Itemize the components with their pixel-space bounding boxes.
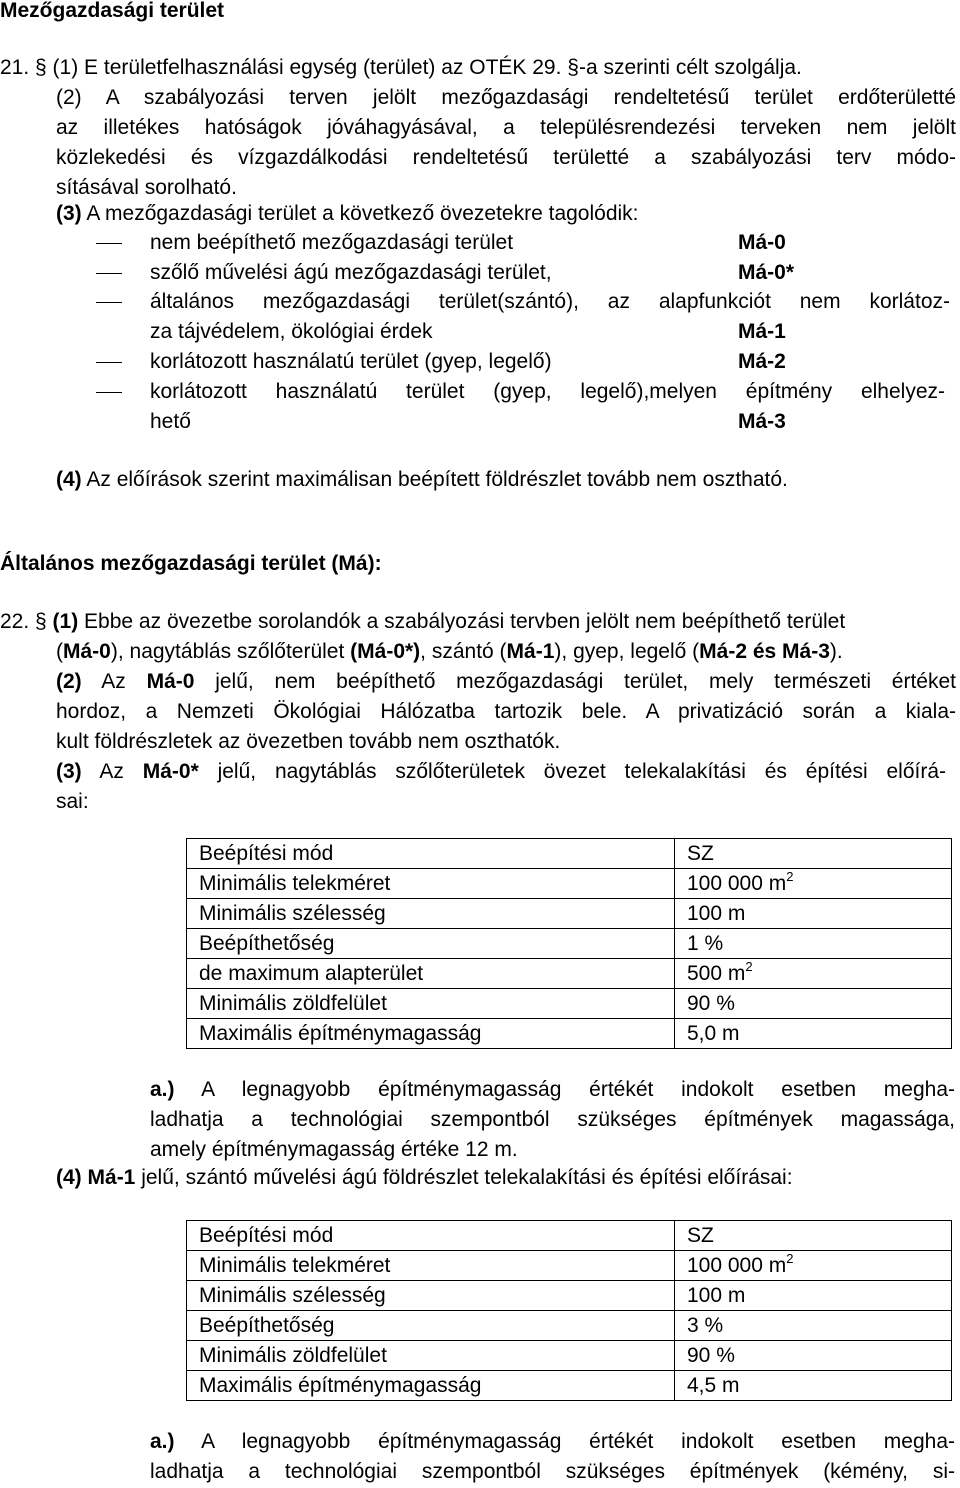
dash-bullet [96,243,122,244]
zone-code: Má-2 [738,350,786,373]
paragraph-number: (3) [56,202,82,225]
zone-code: Má-1 [506,640,555,663]
note-1-line-1 [150,1075,955,1105]
table-cell-key: Minimális szélesség [187,899,675,929]
table-row [187,1341,952,1371]
paragraph-number: (3) [56,760,82,783]
text-run: , szántó ( [420,640,507,663]
table-cell-value [675,1251,952,1281]
table-cell-value [675,869,952,899]
paragraph-text: Ebbe az övezetbe sorolandók a szabályozási tervben jelölt nem beépíthető terület [78,610,846,633]
table-cell-key: Minimális zöldfelület [187,1341,675,1371]
table-row [187,1371,952,1401]
table-row [187,869,952,899]
note-1-line-3: amely építménymagasság értéke 12 m. [150,1138,518,1161]
table-row [187,1019,952,1049]
table-row [187,1221,952,1251]
paragraph-number: (4) [56,468,82,491]
table-cell-value: 5,0 m [675,1019,952,1049]
zone-code: Má-0 [738,231,786,254]
table-cell-key: Beépíthetőség [187,1311,675,1341]
table-row [187,839,952,869]
paragraph-number: (1) [46,610,79,633]
table-row [187,1281,952,1311]
text-run: Az [81,760,143,783]
paragraph-21-2-line-4: sításával sorolható. [56,176,237,199]
note-text: A legnagyobb építménymagasság értékét indokolt esetben megha- [174,1430,955,1453]
section-heading: Mezőgazdasági terület [0,0,225,22]
paragraph-21-2-line-1: (2) A szabályozási terven jelölt mezőgazdasági rendeltetésű terület erdőterületté [56,86,956,109]
table-cell-key: Maximális építménymagasság [187,1019,675,1049]
table-cell-value: SZ [675,839,952,869]
dash-bullet [96,392,122,393]
spec-table-ma-1 [186,1220,952,1401]
zone-code: (Má-0*) [350,640,421,663]
superscript: 2 [786,868,794,884]
note-label: a.) [150,1430,175,1453]
paragraph-22-3-line-1 [56,757,946,787]
value-text: 500 m [687,961,746,985]
text-run: ), nagytáblás szőlőterület [110,640,351,663]
paragraph-22-2-line-1 [56,667,956,697]
zone-description: általános mezőgazdasági terület(szántó), az alapfunkciót nem korlátoz- [150,290,950,313]
table-cell-value: 100 m [675,1281,952,1311]
paragraph-21-2-line-3: közlekedési és vízgazdálkodási rendeltetésű területté a szabályozási terv módo- [56,146,956,169]
zone-code: Má-0 [146,670,195,693]
note-2-line-2: ladhatja a technológiai szempontból szükséges építmények (kémény, si- [150,1460,955,1483]
note-1-line-2: ladhatja a technológiai szempontból szükséges építmények magassága, [150,1108,955,1131]
table-cell-key: Beépítési mód [187,1221,675,1251]
zone-code: Má-2 és Má-3 [699,640,830,663]
paragraph-number: (2) [56,670,82,693]
zone-code: Má-1 [738,320,786,343]
paragraph-22-3-line-2: sai: [56,790,89,813]
text-run: jelű, szántó művelési ágú földrészlet telekalakítási és építési előírásai: [135,1166,793,1189]
text-run: jelű, nem beépíthető mezőgazdasági terület, mely természeti értéket [194,670,956,693]
table-cell-key: Beépíthetőség [187,929,675,959]
paragraph-number: (4) [56,1166,82,1189]
table-cell-value: 4,5 m [675,1371,952,1401]
paragraph-22-1-line-2 [56,637,843,667]
text-run: ), gyep, legelő ( [554,640,700,663]
text-run: Az [81,670,147,693]
table-cell-key: Minimális szélesség [187,1281,675,1311]
table-cell-key: Minimális zöldfelület [187,989,675,1019]
zone-description-cont: za tájvédelem, ökológiai érdek [150,320,433,343]
table-row [187,959,952,989]
zone-code: Má-3 [738,410,786,433]
zone-code: Má-1 [87,1166,136,1189]
superscript: 2 [786,1250,794,1266]
section-number: 22. § [0,610,47,633]
table-cell-key: Maximális építménymagasság [187,1371,675,1401]
paragraph-text: A mezőgazdasági terület a következő övezetekre tagolódik: [81,202,639,225]
paragraph-22-1-line-1 [0,607,845,637]
zone-description: nem beépíthető mezőgazdasági terület [150,231,514,254]
zone-description-cont: hető [150,410,191,433]
text-run: jelű, nagytáblás szőlőterületek övezet telekalakítási és építési előírá- [198,760,946,783]
paragraph-text: Az előírások szerint maximálisan beépített földrészlet tovább nem osztható. [81,468,788,491]
text-run: ). [829,640,843,663]
zone-code: Má-0* [142,760,199,783]
table-cell-value: 3 % [675,1311,952,1341]
dash-bullet [96,362,122,363]
table-cell-value: 90 % [675,989,952,1019]
table-cell-value: 100 m [675,899,952,929]
zone-description: szőlő művelési ágú mezőgazdasági terület, [150,261,552,284]
paragraph-21-1: 21. § (1) E területfelhasználási egység (terület) az OTÉK 29. §-a szerinti célt szolgálja. [0,56,802,79]
table-row [187,929,952,959]
table-cell-value: 90 % [675,1341,952,1371]
paragraph-21-2-line-2: az illetékes hatóságok jóváhagyásával, a településrendezési terveken nem jelölt [56,116,956,139]
table-row [187,989,952,1019]
zone-code: Má-0* [738,261,795,284]
note-label: a.) [150,1078,175,1101]
paragraph-21-3 [56,199,639,229]
zone-description: korlátozott használatú terület (gyep, legelő) [150,350,552,373]
table-cell-key: Minimális telekméret [187,869,675,899]
note-text: A legnagyobb építménymagasság értékét indokolt esetben megha- [174,1078,955,1101]
paragraph-21-4 [56,465,788,495]
table-cell-value: SZ [675,1221,952,1251]
text-run: ( [56,640,63,663]
table-cell-key: de maximum alapterület [187,959,675,989]
zone-description: korlátozott használatú terület (gyep, legelő),melyen építmény elhelyez- [150,380,945,403]
table-row [187,1251,952,1281]
paragraph-22-2-line-2: hordoz, a Nemzeti Ökológiai Hálózatba tartozik bele. A privatizáció során a kiala- [56,700,956,723]
table-cell-value [675,959,952,989]
table-cell-key: Minimális telekméret [187,1251,675,1281]
table-cell-value: 1 % [675,929,952,959]
dash-bullet [96,302,122,303]
value-text: 100 000 m [687,1253,787,1277]
value-text: 100 000 m [687,871,787,895]
superscript: 2 [745,958,753,974]
note-2-line-1 [150,1427,955,1457]
table-cell-key: Beépítési mód [187,839,675,869]
paragraph-22-2-line-3: kult földrészletek az övezetben tovább nem oszthatók. [56,730,561,753]
subsection-heading: Általános mezőgazdasági terület (Má): [0,552,382,575]
paragraph-22-4 [56,1163,793,1193]
spec-table-ma-0-star [186,838,952,1049]
table-row [187,899,952,929]
table-row [187,1311,952,1341]
zone-code: Má-0 [63,640,111,663]
dash-bullet [96,273,122,274]
